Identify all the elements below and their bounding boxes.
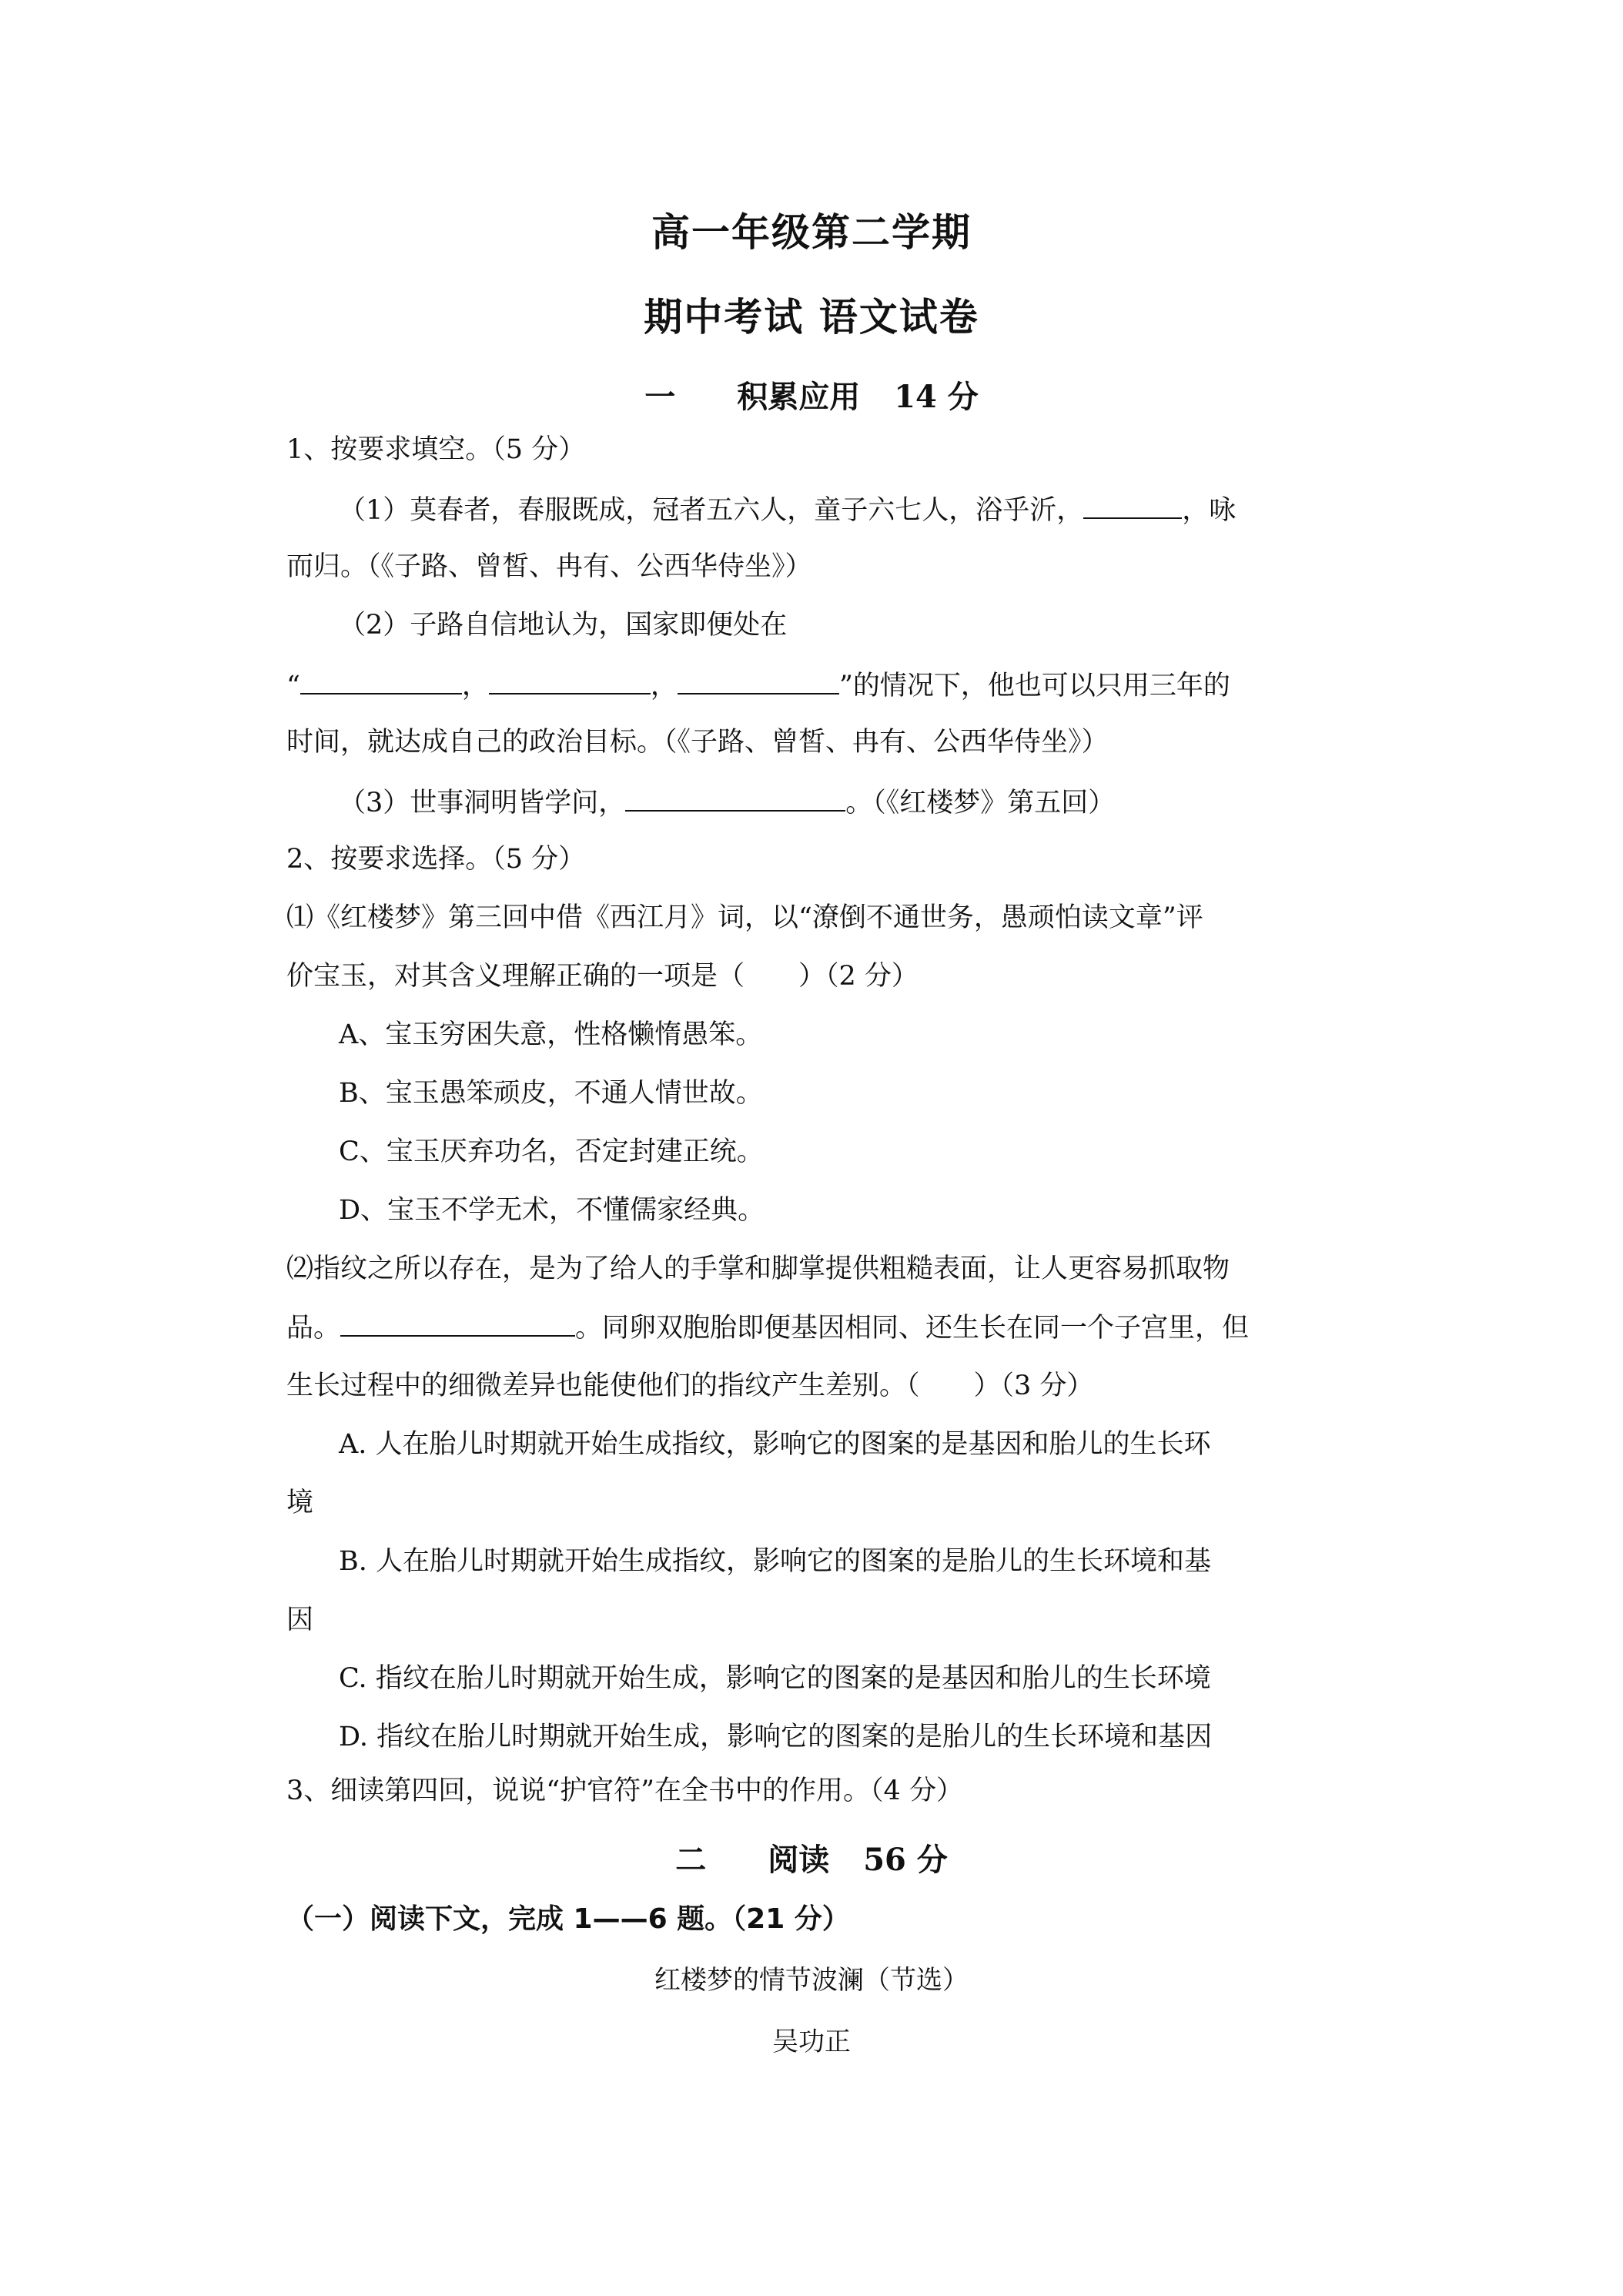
question-text: ，咏 bbox=[1182, 495, 1236, 526]
answer-blank[interactable] bbox=[625, 785, 845, 812]
question-1-part-3 bbox=[339, 785, 1115, 818]
option-b: B. 人在胎儿时期就开始生成指纹，影响它的图案的是胎儿的生长环境和基 bbox=[339, 1546, 1211, 1577]
article-title: 红楼梦的情节波澜（节选） bbox=[654, 1965, 969, 1996]
option-c: C. 指纹在胎儿时期就开始生成，影响它的图案的是基因和胎儿的生长环境 bbox=[339, 1663, 1211, 1694]
question-1-stem: 1、按要求填空。（5 分） bbox=[286, 434, 586, 465]
question-1-part-2-cont: 时间，就达成自己的政治目标。（《子路、曾皙、冉有、公西华侍坐》） bbox=[286, 727, 1109, 758]
question-1-part-1 bbox=[339, 493, 1236, 526]
section-score: 14 分 bbox=[894, 379, 979, 415]
comma: ， bbox=[650, 671, 678, 701]
option-b-cont: 因 bbox=[286, 1605, 314, 1635]
page-subtitle: 期中考试 语文试卷 bbox=[644, 294, 979, 340]
reading-instructions: （一）阅读下文，完成 1——6 题。（21 分） bbox=[286, 1903, 850, 1935]
comma: ， bbox=[461, 671, 489, 701]
answer-blank[interactable] bbox=[300, 668, 462, 694]
option-d: D. 指纹在胎儿时期就开始生成，影响它的图案的是胎儿的生长环境和基因 bbox=[339, 1722, 1213, 1752]
answer-blank[interactable] bbox=[678, 668, 839, 694]
section-number: 二 bbox=[675, 1842, 707, 1878]
section-heading-1 bbox=[0, 373, 1623, 417]
article-author: 吴功正 bbox=[772, 2027, 851, 2057]
section-name: 积累应用 bbox=[737, 379, 861, 415]
question-2-sub-1: ⑴《红楼梦》第三回中借《西江月》词，以“潦倒不通世务，愚顽怕读文章”评 bbox=[286, 902, 1203, 933]
section-heading-2 bbox=[0, 1836, 1623, 1879]
question-2-sub-1-cont: 价宝玉，对其含义理解正确的一项是（ ）（2 分） bbox=[286, 961, 919, 992]
question-2-stem: 2、按要求选择。（5 分） bbox=[286, 844, 586, 875]
question-1-part-2: （2）子路自信地认为，国家即便处在 bbox=[339, 610, 788, 641]
answer-blank[interactable] bbox=[1083, 493, 1182, 519]
question-2-sub-2-cont: 生长过程中的细微差异也能使他们的指纹产生差别。（ ）（3 分） bbox=[286, 1371, 1094, 1401]
answer-blank[interactable] bbox=[340, 1312, 575, 1337]
answer-blank[interactable] bbox=[489, 668, 651, 694]
option-a: A. 人在胎儿时期就开始生成指纹，影响它的图案的是基因和胎儿的生长环 bbox=[339, 1429, 1211, 1460]
question-1-part-1-cont: 而归。（《子路、曾皙、冉有、公西华侍坐》） bbox=[286, 551, 812, 582]
quote-mark: “ bbox=[286, 671, 300, 701]
question-text: 。同卵双胞胎即便基因相同、还生长在同一个子宫里，但 bbox=[575, 1313, 1250, 1344]
section-number: 一 bbox=[644, 379, 676, 415]
question-1-part-2-blanks bbox=[286, 668, 1230, 701]
option-c: C、宝玉厌弃功名，否定封建正统。 bbox=[339, 1136, 764, 1167]
option-a: A、宝玉穷困失意，性格懒惰愚笨。 bbox=[339, 1019, 763, 1050]
question-2-sub-2: ⑵指纹之所以存在，是为了给人的手掌和脚掌提供粗糙表面，让人更容易抓取物 bbox=[286, 1253, 1230, 1284]
question-text: 。（《红楼梦》第五回） bbox=[845, 788, 1116, 818]
option-b: B、宝玉愚笨顽皮，不通人情世故。 bbox=[339, 1078, 763, 1109]
question-text: ”的情况下，他也可以只用三年的 bbox=[838, 671, 1230, 701]
question-3-stem: 3、细读第四回，说说“护官符”在全书中的作用。（4 分） bbox=[286, 1776, 963, 1806]
section-name: 阅读 bbox=[768, 1842, 830, 1878]
page-title: 高一年级第二学期 bbox=[651, 209, 972, 255]
question-text: 品。 bbox=[286, 1313, 341, 1344]
option-a-cont: 境 bbox=[286, 1488, 314, 1518]
option-d: D、宝玉不学无术，不懂儒家经典。 bbox=[339, 1195, 765, 1226]
question-text: （3）世事洞明皆学问， bbox=[339, 788, 626, 818]
question-text: （1）莫春者，春服既成，冠者五六人，童子六七人，浴乎沂， bbox=[339, 495, 1084, 526]
section-score: 56 分 bbox=[863, 1842, 948, 1878]
question-2-sub-2-blank-line bbox=[286, 1312, 1249, 1344]
